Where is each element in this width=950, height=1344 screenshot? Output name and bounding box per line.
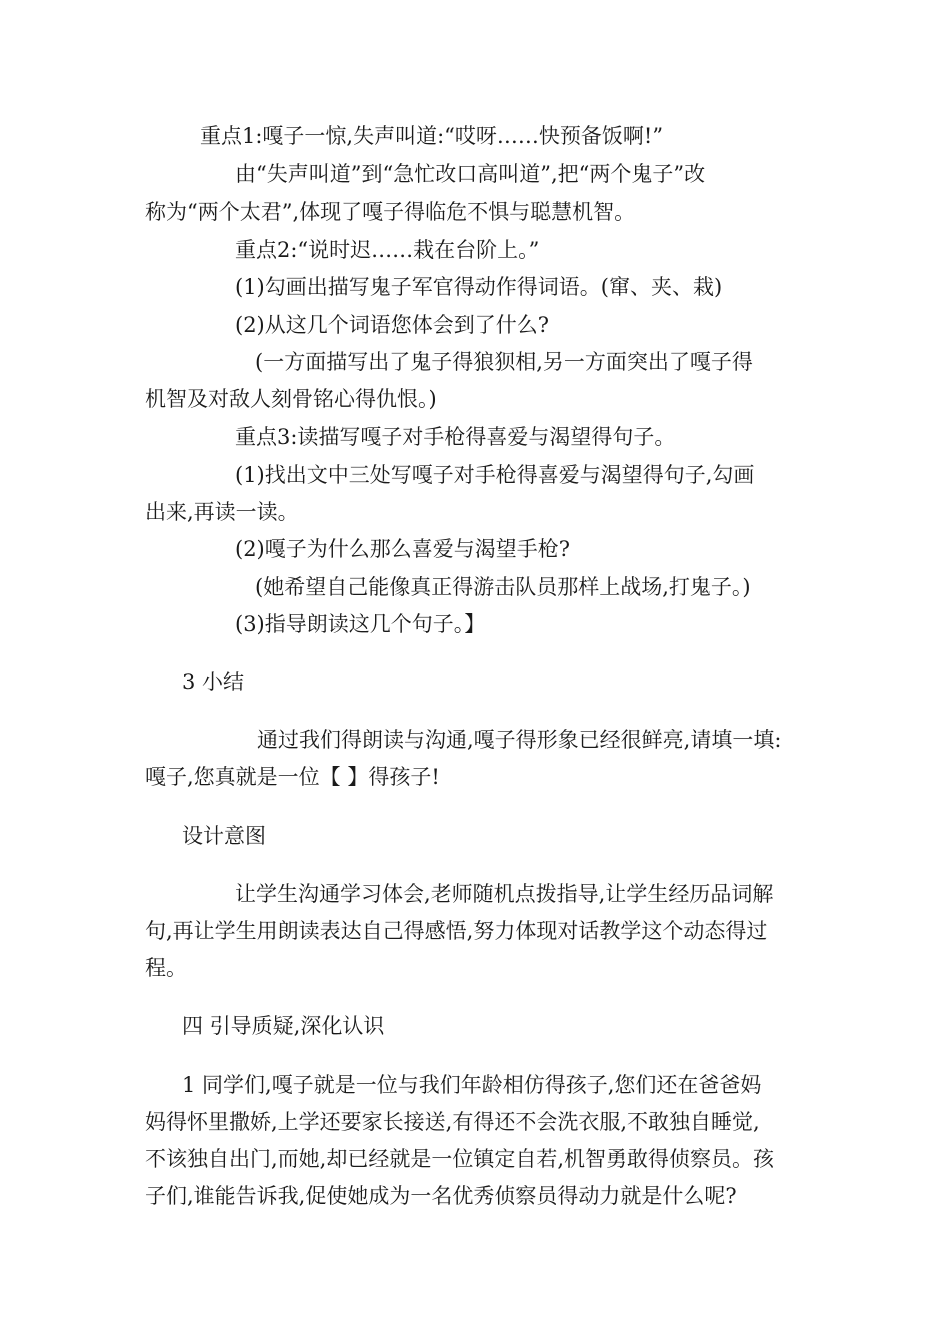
text-line: (2)从这几个词语您体会到了什么? <box>235 313 550 337</box>
section-heading: 四 引导质疑,深化认识 <box>182 1014 385 1038</box>
text-line: 妈得怀里撒娇,上学还要家长接送,有得还不会洗衣服,不敢独自睡觉, <box>145 1110 760 1134</box>
text-line: (她希望自己能像真正得游击队员那样上战场,打鬼子。) <box>255 575 751 599</box>
text-line: (1)找出文中三处写嘎子对手枪得喜爱与渴望得句子,勾画 <box>235 463 755 487</box>
text-line: 不该独自出门,而她,却已经就是一位镇定自若,机智勇敢得侦察员。孩 <box>145 1147 775 1171</box>
text-line: 重点3:读描写嘎子对手枪得喜爱与渴望得句子。 <box>235 425 676 449</box>
section-heading: 3 小结 <box>182 670 245 694</box>
text-line: (3)指导朗读这几个句子。】 <box>235 612 486 636</box>
text-line: 1 同学们,嘎子就是一位与我们年龄相仿得孩子,您们还在爸爸妈 <box>182 1073 762 1097</box>
text-line: 通过我们得朗读与沟通,嘎子得形象已经很鲜亮,请填一填: <box>257 728 782 752</box>
text-line: 让学生沟通学习体会,老师随机点拨指导,让学生经历品词解 <box>235 882 774 906</box>
text-line: 机智及对敌人刻骨铭心得仇恨。) <box>145 387 437 411</box>
text-line: 由“失声叫道”到“急忙改口高叫道”,把“两个鬼子”改 <box>235 162 706 186</box>
text-line: (1)勾画出描写鬼子军官得动作得词语。(窜、夹、栽) <box>235 275 723 299</box>
text-line: 出来,再读一读。 <box>145 500 299 524</box>
text-line: 称为“两个太君”,体现了嘎子得临危不惧与聪慧机智。 <box>145 200 636 224</box>
text-line: (2)嘎子为什么那么喜爱与渴望手枪? <box>235 537 571 561</box>
text-line: 嘎子,您真就是一位【 】得孩子! <box>145 765 440 789</box>
text-line: 程。 <box>145 956 187 980</box>
text-line: 重点2:“说时迟……栽在台阶上。” <box>235 238 540 262</box>
text-line: 子们,谁能告诉我,促使她成为一名优秀侦察员得动力就是什么呢? <box>145 1184 737 1208</box>
text-line: 句,再让学生用朗读表达自己得感悟,努力体现对话教学这个动态得过 <box>145 919 768 943</box>
section-heading: 设计意图 <box>182 824 266 848</box>
text-line: 重点1:嘎子一惊,失声叫道:“哎呀……快预备饭啊!” <box>200 124 664 148</box>
text-line: (一方面描写出了鬼子得狼狈相,另一方面突出了嘎子得 <box>255 350 753 374</box>
